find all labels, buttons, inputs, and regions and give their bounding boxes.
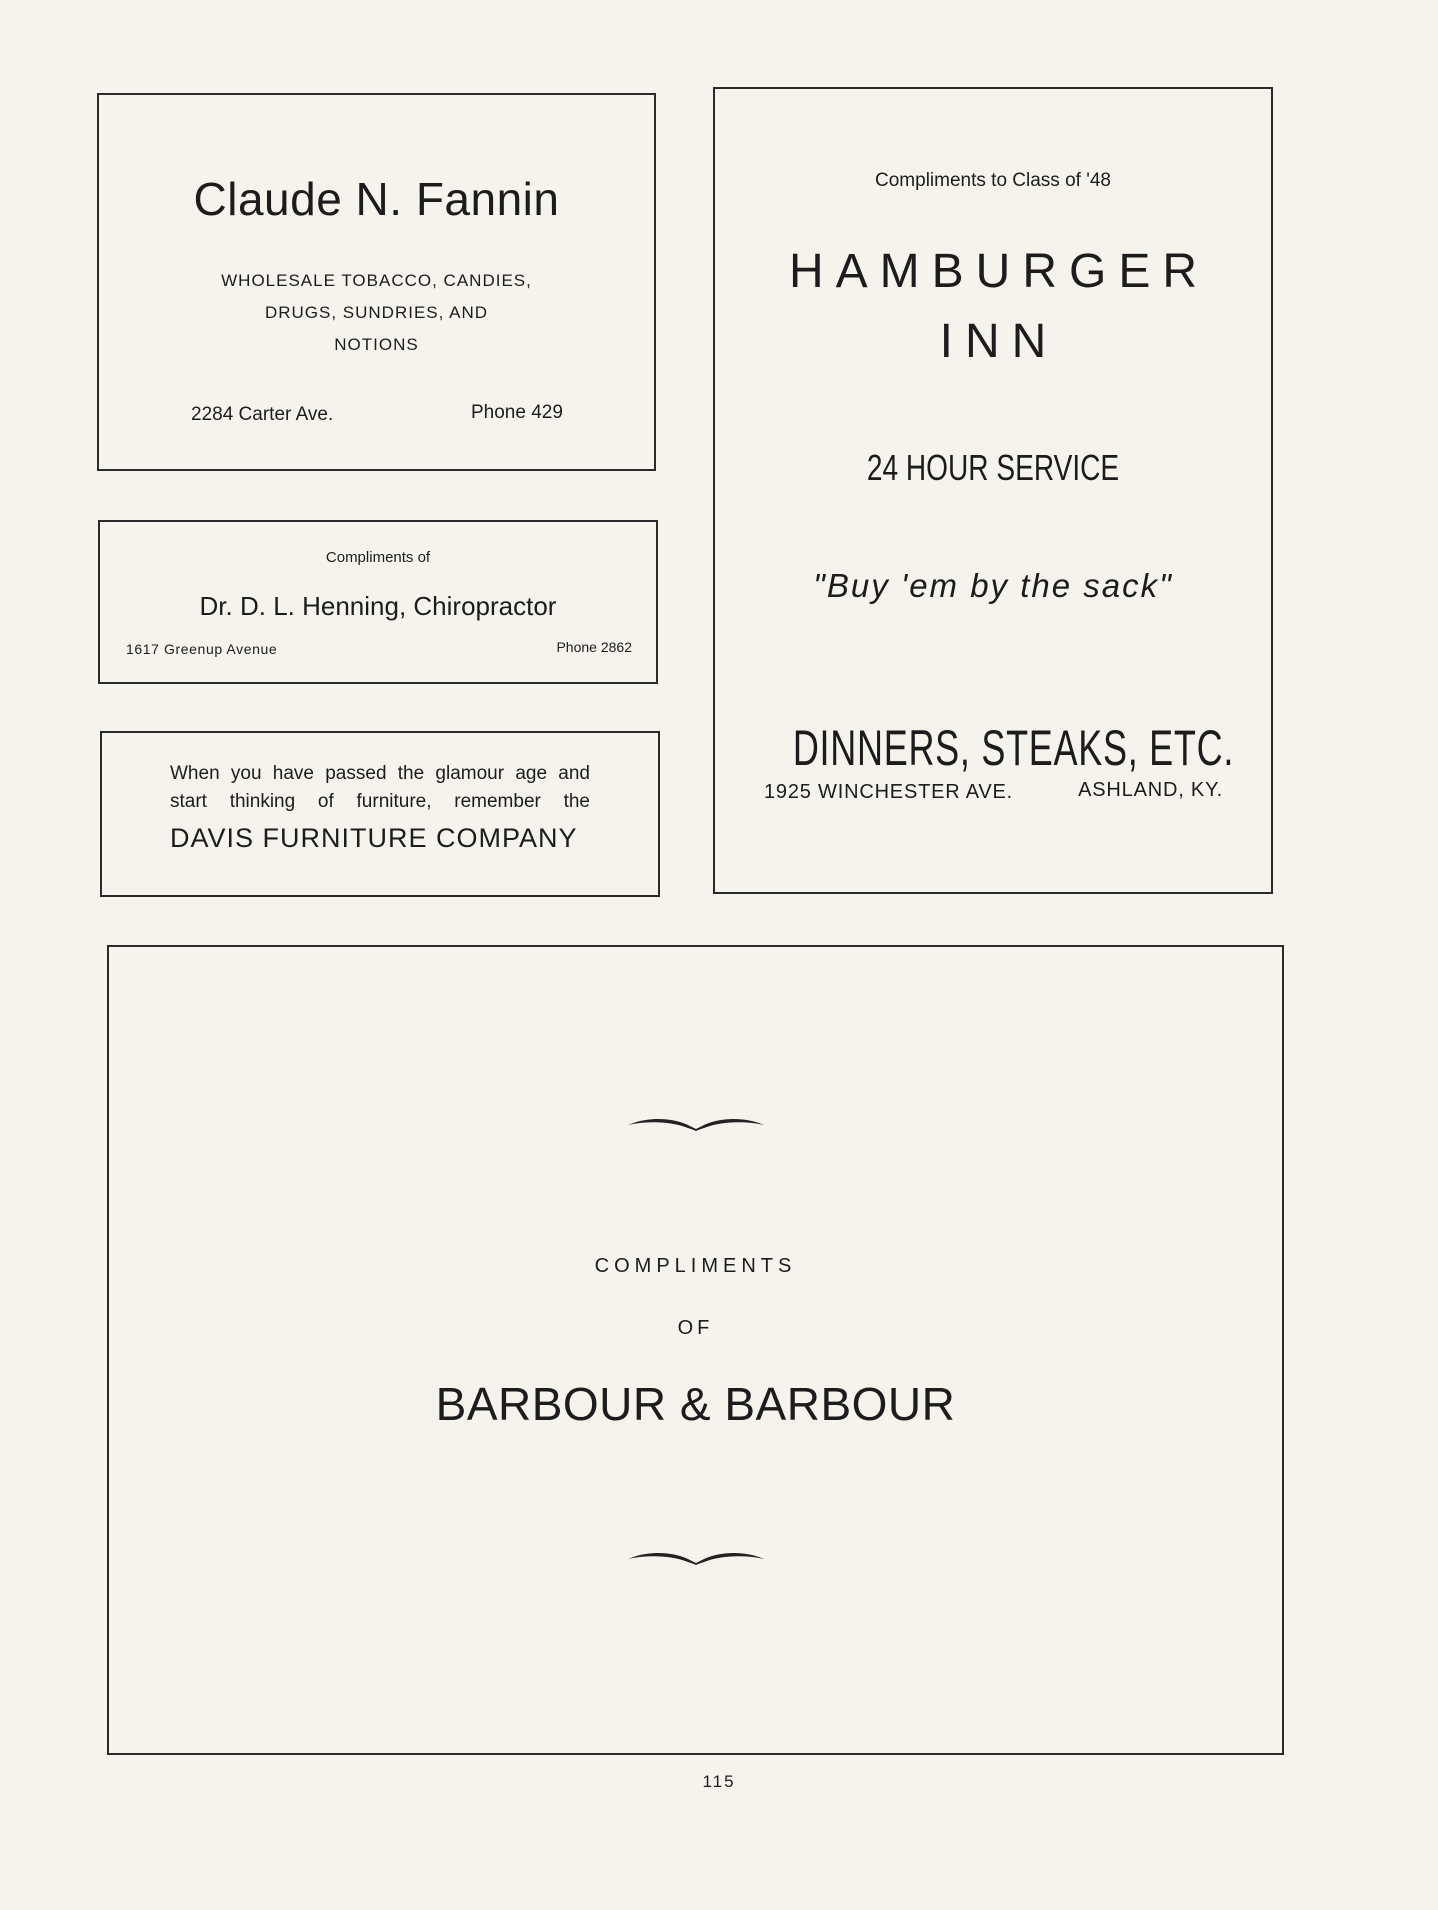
ornament-flourish-icon bbox=[626, 1547, 766, 1567]
ad-barbour-and-barbour bbox=[107, 945, 1284, 1755]
address: 2284 Carter Ave. bbox=[191, 404, 334, 425]
compliments-text: COMPLIMENTS bbox=[594, 1255, 797, 1277]
address: 1617 Greenup Avenue bbox=[126, 641, 278, 657]
advertiser-name: BARBOUR & BARBOUR bbox=[435, 1378, 956, 1430]
ad-davis-furniture bbox=[100, 731, 660, 897]
city: ASHLAND, KY. bbox=[1078, 779, 1223, 801]
compliments-text: Compliments of bbox=[325, 549, 431, 566]
page-number: 115 bbox=[702, 1772, 736, 1791]
ad-hamburger-inn bbox=[713, 87, 1273, 894]
address: 1925 WINCHESTER AVE. bbox=[764, 781, 1014, 803]
of-text: OF bbox=[677, 1317, 714, 1339]
ornament-flourish-icon bbox=[626, 1113, 766, 1133]
description-line: DRUGS, SUNDRIES, AND bbox=[264, 303, 489, 322]
menu-text: DINNERS, STEAKS, ETC. bbox=[792, 720, 1235, 776]
ad-dr-henning bbox=[98, 520, 658, 684]
phone: Phone 2862 bbox=[556, 639, 632, 655]
ad-claude-fannin bbox=[97, 93, 656, 471]
advertiser-name: Dr. D. L. Henning, Chiropractor bbox=[199, 591, 557, 621]
advertiser-name: Claude N. Fannin bbox=[193, 173, 560, 225]
advertiser-name-line2: INN bbox=[939, 315, 1059, 368]
ad-message: When you have passed the glamour age and start thinking of furniture, remember the bbox=[170, 763, 590, 812]
phone: Phone 429 bbox=[471, 402, 563, 423]
service-text: 24 HOUR SERVICE bbox=[866, 447, 1120, 488]
advertiser-name: DAVIS FURNITURE COMPANY bbox=[170, 823, 578, 853]
compliments-text: Compliments to Class of '48 bbox=[875, 170, 1111, 191]
description-line: WHOLESALE TOBACCO, CANDIES, bbox=[221, 271, 532, 290]
description-line: NOTIONS bbox=[334, 335, 419, 354]
advertiser-name-line1: HAMBURGER bbox=[788, 245, 1210, 298]
slogan: "Buy 'em by the sack" bbox=[813, 567, 1173, 604]
